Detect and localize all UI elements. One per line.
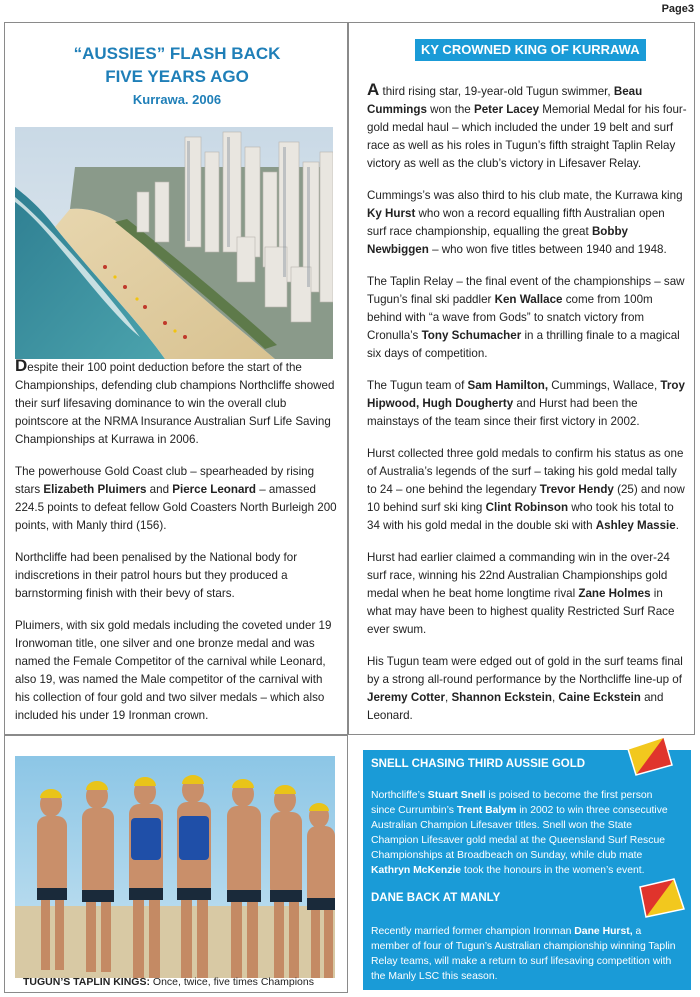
bold-name: Zane Holmes	[578, 587, 651, 600]
text-run: His Tugun team were edged out of gold in the surf teams final by a strong all-round performance by the Northcliffe line-up of	[367, 655, 683, 686]
text-run: Pluimers, with six gold medals including the coveted under 19 Ironwoman title, one silver and one bronze medal and was named the Female Competitor of the carnival while Leonard, also 19, was named the Male competitor of the carnival with his collection of four gold and two silver medals – which also included his under 19 Ironman crown.	[15, 619, 332, 722]
news-text-dane	[371, 924, 677, 984]
text-run: Hurst collected three gold medals to confirm his status as one of Australia’s legends of the surf – taking his gold medal tally to 24 – one behind the legendary	[367, 447, 684, 496]
bold-name: Dane Hurst,	[574, 926, 633, 937]
text-run: Northcliffe had been penalised by the National body for indiscretions in their patrol hours but they produced a barnstorming finish with their bevy of stars.	[15, 551, 298, 600]
bold-name: Caine Eckstein	[558, 691, 641, 704]
left-article	[4, 22, 348, 735]
text-run: Northcliffe’s	[371, 790, 428, 801]
text-run: The powerhouse Gold Coast club – spearheaded by rising stars	[15, 465, 315, 496]
news-heading-snell: SNELL CHASING THIRD AUSSIE GOLD	[371, 758, 586, 770]
bold-name: Tony Schumacher	[421, 329, 522, 342]
news-panel	[363, 750, 691, 990]
bold-name: Kathryn McKenzie	[371, 865, 462, 876]
right-article-title: KY CROWNED KING OF KURRAWA	[415, 39, 646, 61]
paragraph	[367, 377, 687, 431]
paragraph	[367, 653, 687, 725]
bold-name: Pierce Leonard	[172, 483, 257, 496]
text-run: in a thrilling finale to a magical six days of competition.	[367, 329, 680, 360]
paragraph	[367, 273, 687, 363]
text-run: and	[146, 483, 173, 496]
paragraph	[367, 81, 687, 173]
bold-name: Ky Hurst	[367, 207, 416, 220]
news-heading-dane: DANE BACK AT MANLY	[371, 892, 501, 904]
text-run: come from 100m behind with “a wave from Gods” to snatch victory from Cronulla’s	[367, 293, 653, 342]
text-run: took the honours in the women’s event.	[461, 865, 645, 876]
headline-line-1: “AUSSIES” FLASH BACK	[73, 44, 281, 63]
text-run: and Hurst had been the mainstays of the team since their first victory in 2002.	[367, 397, 640, 428]
paragraph	[15, 549, 339, 603]
text-run: who won a record equalling fifth Australian open surf race championship, equalling the great	[367, 207, 665, 238]
text-run: Cummings, Wallace,	[548, 379, 661, 392]
right-article-body	[367, 81, 687, 739]
bold-name: Clint Robinson	[485, 501, 569, 514]
team-photo-box	[4, 735, 348, 993]
drop-cap: D	[15, 356, 28, 375]
paragraph	[367, 549, 687, 639]
text-run: The Taplin Relay – the final event of the championships – saw Tugun’s final ski paddler	[367, 275, 685, 306]
bold-name: Shannon Eckstein	[451, 691, 552, 704]
text-run: who took his total to 34 with his gold medal in the double ski with	[367, 501, 674, 532]
text-run: is poised to become the first person since Currumbin’s	[371, 790, 653, 816]
text-run: and Leonard.	[367, 691, 664, 722]
right-article	[348, 22, 695, 735]
text-run: .	[675, 519, 679, 532]
text-run: Cummings’s was also third to his club mate, the Kurrawa king	[367, 189, 683, 202]
caption-bold: TUGUN’S TAPLIN KINGS:	[23, 976, 150, 988]
text-run: won the	[426, 103, 474, 116]
text-run: in what may have been to highest quality Restricted Surf Race ever swum.	[367, 587, 675, 636]
surf-flag-icon	[624, 735, 676, 777]
text-run: ,	[444, 691, 452, 704]
beach-photo	[15, 127, 333, 359]
bold-name: Elizabeth Pluimers	[43, 483, 147, 496]
text-run: Memorial Medal for his four-gold medal haul – which included the under 19 belt and surf race as well as his roles in Tugun’s fifth straight Taplin Relay victory as well as the club’s victory in Lifesaver Relay.	[367, 103, 687, 170]
text-run: ,	[551, 691, 559, 704]
bold-name: Beau Cummings	[367, 85, 643, 116]
news-text-snell	[371, 788, 677, 878]
text-run: a member of four of Tugun’s Australian championship winning Taplin Relay teams, will make a return to surf lifesaving competition with the Manly LSC this season.	[371, 926, 676, 982]
text-run: in 2002 to win three consecutive Australian Champion Lifesaver titles. Snell won the State Champion Lifesaver gold medal at the Queensland Surf Rescue Championships at Broadbeach on Sunday, while club mate	[371, 805, 668, 861]
bold-name: Troy Hipwood, Hugh Dougherty	[367, 379, 685, 410]
text-run: Recently married former champion Ironman	[371, 926, 575, 937]
surf-flag-icon	[636, 877, 688, 919]
text-run: – amassed 224.5 points to defeat fellow Gold Coasters North Burleigh 200 points, with Manly third (156).	[15, 483, 337, 532]
bold-name: Sam Hamilton,	[467, 379, 549, 392]
caption-text: Once, twice, five times Champions	[149, 976, 314, 988]
headline-subhead: Kurrawa. 2006	[132, 92, 222, 107]
team-photo	[15, 756, 335, 978]
text-run: Hurst had earlier claimed a commanding win in the over-24 surf race, winning his 22nd Australian Championships gold medal when he beat home longtime rival	[367, 551, 670, 600]
bold-name: Trevor Hendy	[539, 483, 614, 496]
paragraph	[367, 187, 687, 259]
text-run: – who won five titles between 1940 and 1948.	[428, 243, 667, 256]
bold-name: Ken Wallace	[494, 293, 563, 306]
bold-name: Ashley Massie	[595, 519, 676, 532]
left-article-body	[15, 357, 339, 739]
bold-name: Peter Lacey	[473, 103, 540, 116]
paragraph	[15, 357, 339, 449]
bold-name: Jeremy Cotter	[367, 691, 445, 704]
paragraph	[367, 445, 687, 535]
drop-cap: A	[367, 80, 380, 99]
bold-name: Bobby Newbiggen	[367, 225, 629, 256]
page-number: Page3	[661, 3, 694, 15]
photo-caption	[23, 976, 314, 988]
bold-name: Stuart Snell	[427, 790, 486, 801]
bold-name: Trent Balym	[456, 805, 517, 816]
headline-line-2: FIVE YEARS AGO	[105, 67, 249, 86]
paragraph	[15, 463, 339, 535]
text-run: espite their 100 point deduction before the start of the Championships, defending club champions Northcliffe showed their surf lifesaving dominance to win the overall club pointscore at the NRMA Insurance Australian Surf Life Saving Championships at Kurrawa in 2006.	[15, 361, 335, 446]
text-run: The Tugun team of	[367, 379, 468, 392]
text-run: (25) and now 10 behind surf ski king	[367, 483, 685, 514]
paragraph	[15, 617, 339, 725]
text-run: third rising star, 19-year-old Tugun swimmer,	[379, 85, 614, 98]
